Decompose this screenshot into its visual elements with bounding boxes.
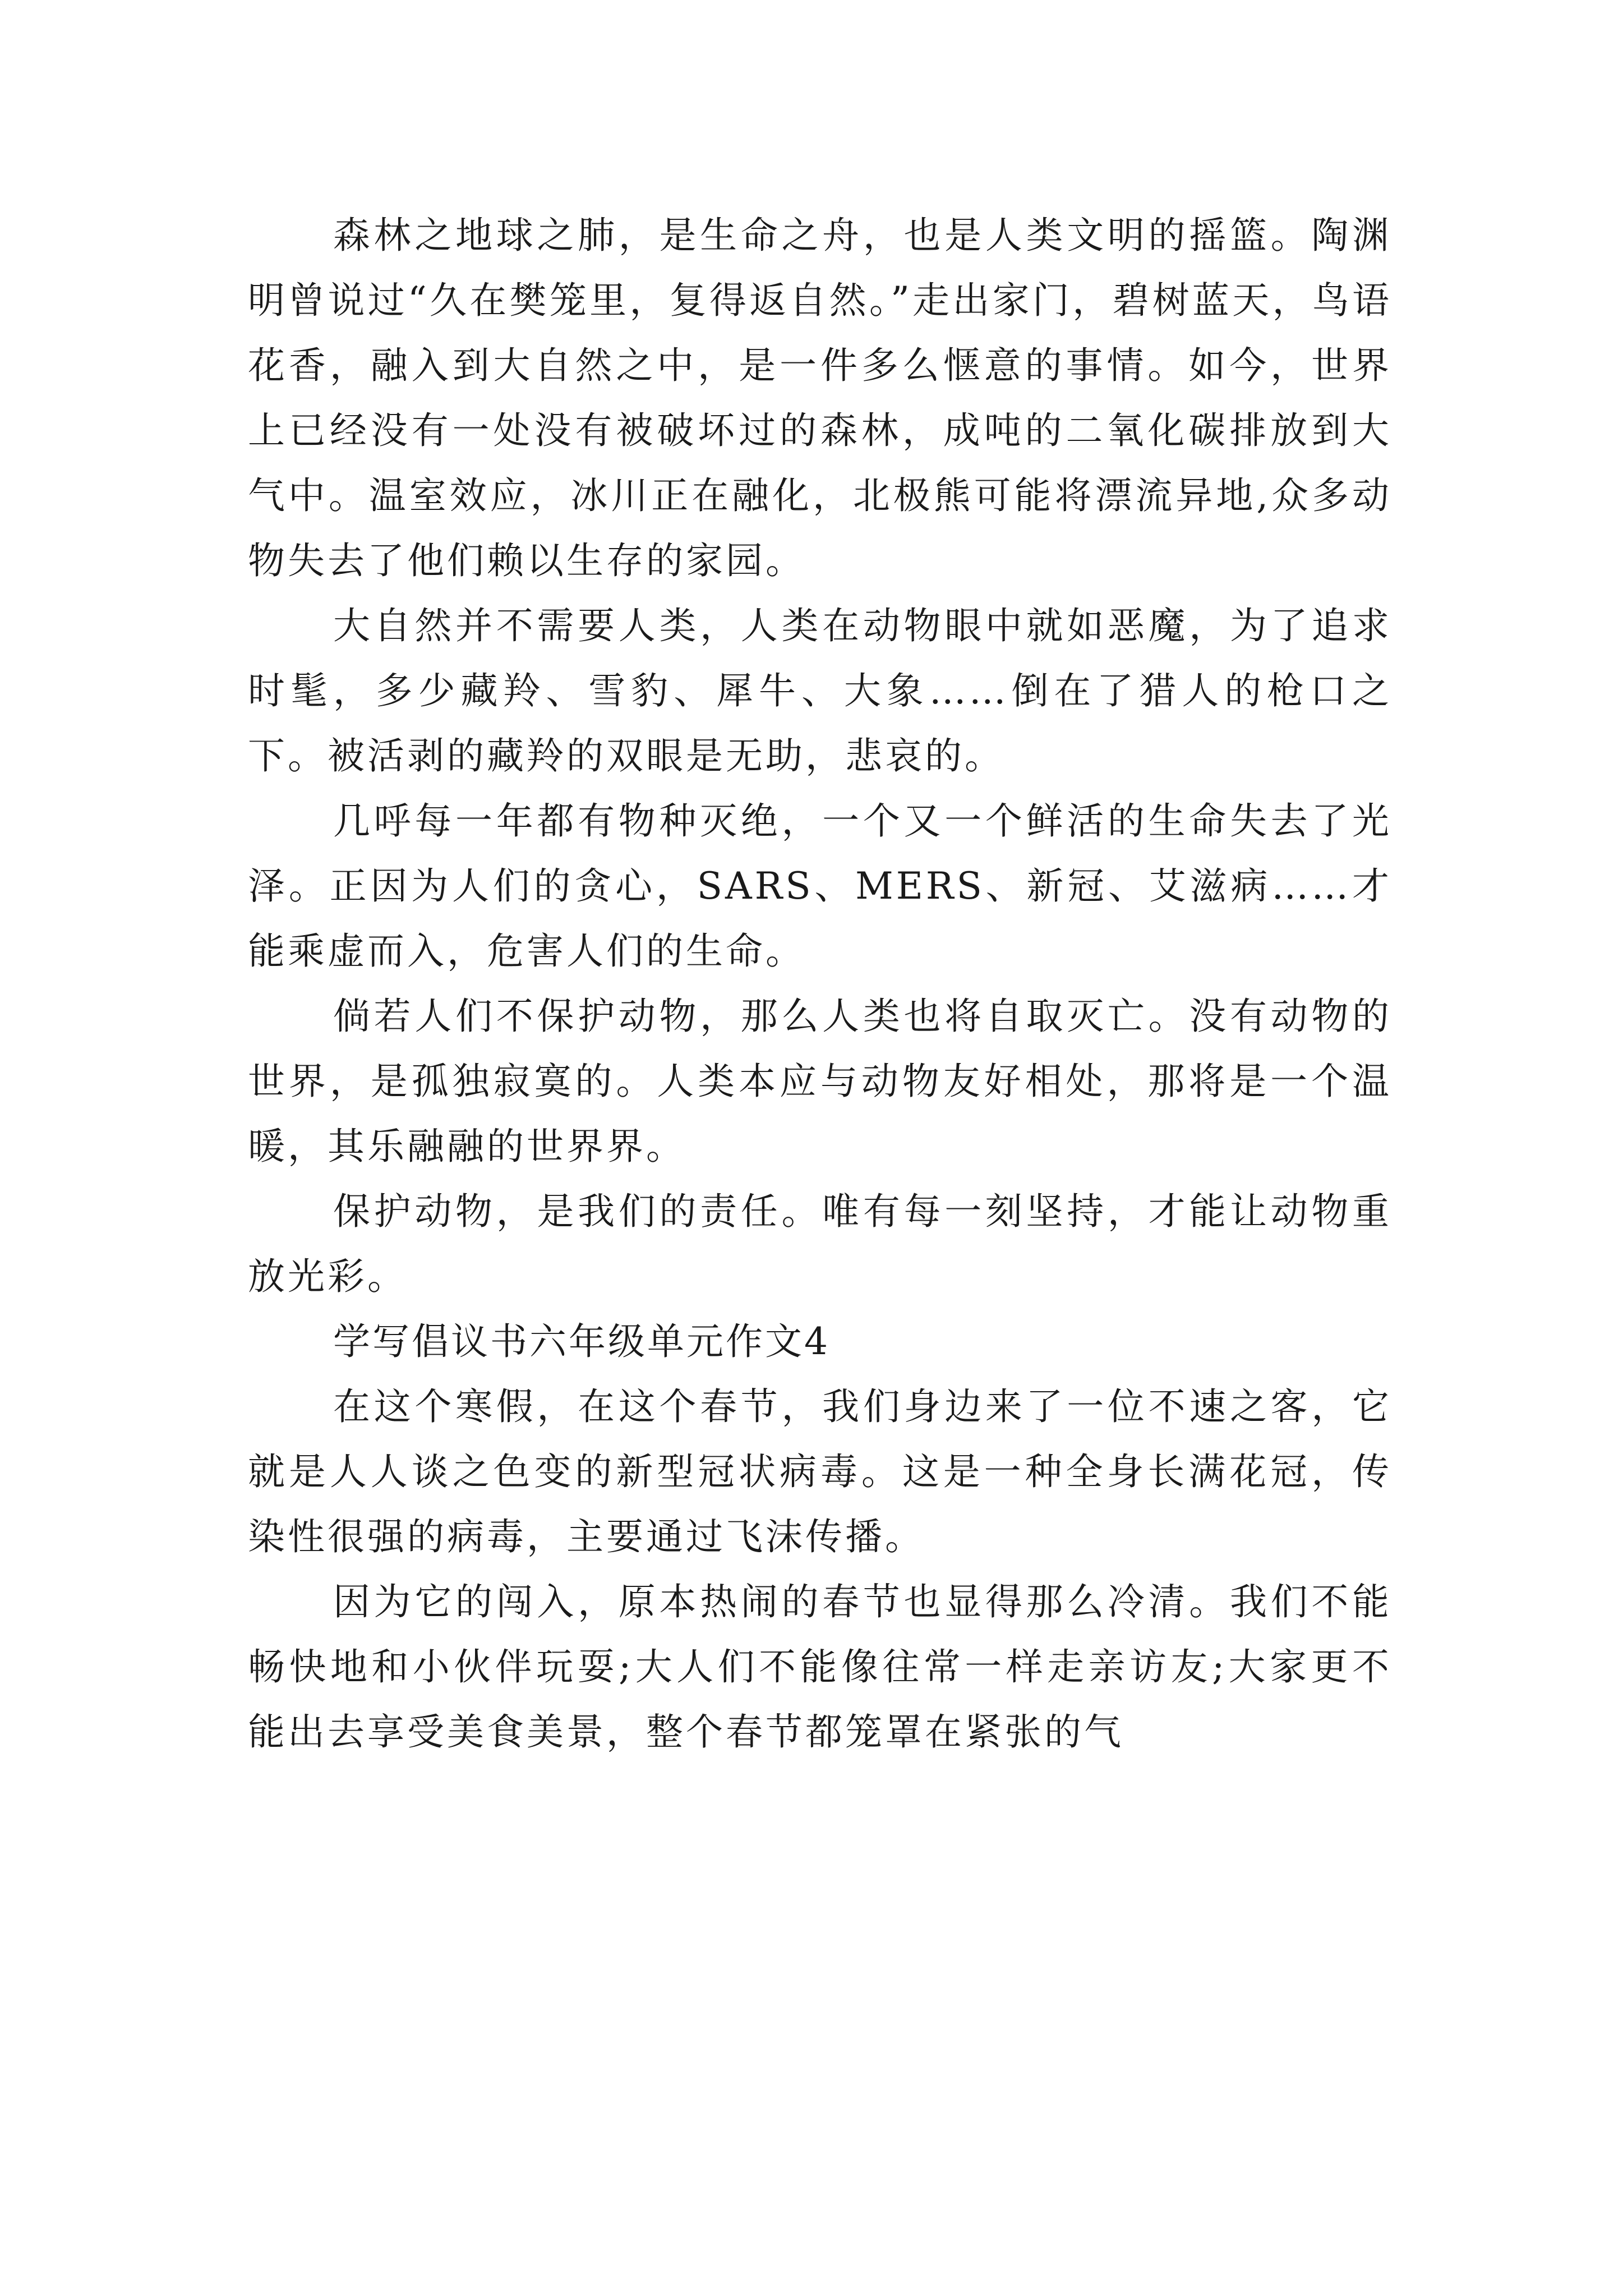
paragraph: 几呼每一年都有物种灭绝，一个又一个鲜活的生命失去了光泽。正因为人们的贪心，SARS、MERS、新冠、艾滋病……才能乘虚而入，危害人们的生命。 (248, 799, 1392, 973)
paragraph: 在这个寒假，在这个春节，我们身边来了一位不速之客，它就是人人谈之色变的新型冠状病毒。这是一种全身长满花冠，传染性很强的病毒，主要通过飞沫传播。 (248, 1385, 1392, 1558)
paragraph: 倘若人们不保护动物，那么人类也将自取灭亡。没有动物的世界，是孤独寂寞的。人类本应与动物友好相处，那将是一个温暖，其乐融融的世界界。 (248, 995, 1392, 1168)
document-body (248, 203, 1392, 1765)
paragraph: 大自然并不需要人类，人类在动物眼中就如恶魔，为了追求时髦，多少藏羚、雪豹、犀牛、大象……倒在了猎人的枪口之下。被活剥的藏羚的双眼是无助，悲哀的。 (248, 604, 1392, 777)
paragraph: 保护动物，是我们的责任。唯有每一刻坚持，才能让动物重放光彩。 (248, 1190, 1392, 1298)
paragraph: 因为它的闯入，原本热闹的春节也显得那么冷清。我们不能畅快地和小伙伴玩耍;大人们不能像往常一样走亲访友;大家更不能出去享受美食美景，整个春节都笼罩在紧张的气 (248, 1580, 1392, 1754)
paragraph: 森林之地球之肺，是生命之舟，也是人类文明的摇篮。陶渊明曾说过“久在樊笼里，复得返自然。”走出家门，碧树蓝天，鸟语花香，融入到大自然之中，是一件多么惬意的事情。如今，世界上已经没有一处没有被破坏过的森林，成吨的二氧化碳排放到大气中。温室效应，冰川正在融化，北极熊可能将漂流异地,众多动物失去了他们赖以生存的家园。 (248, 214, 1392, 582)
section-title: 学写倡议书六年级单元作文4 (333, 1320, 830, 1363)
